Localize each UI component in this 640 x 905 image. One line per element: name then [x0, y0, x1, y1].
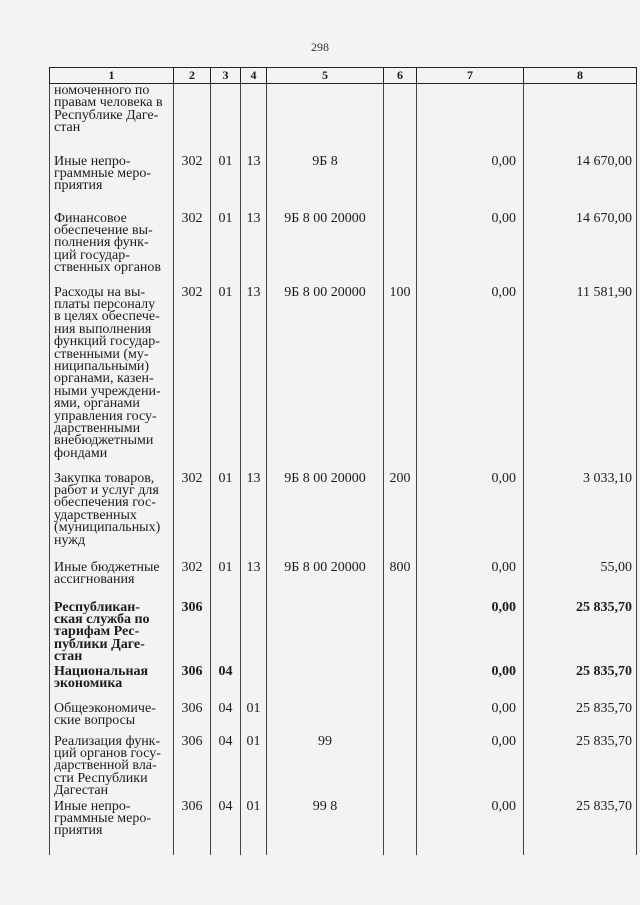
row-name-cell: Закупка товаров, работ и услуг для обеспечения гос- ударственных (муниципальных) нужд	[50, 472, 174, 561]
row-article-cell: 99	[267, 735, 384, 800]
row-subsection-cell: 13	[241, 286, 267, 472]
row-amount-b-cell: 25 835,70	[524, 665, 637, 702]
column-header: 4	[241, 68, 267, 84]
row-subsection-cell: 13	[241, 472, 267, 561]
row-amount-b-cell: 14 670,00	[524, 212, 637, 286]
row-article-cell: 9Б 8 00 20000	[267, 212, 384, 286]
table-row	[50, 155, 637, 212]
row-expense-type-cell	[384, 84, 417, 155]
row-amount-a-cell: 0,00	[417, 665, 524, 702]
column-header: 5	[267, 68, 384, 84]
column-header: 1	[50, 68, 174, 84]
row-name-cell: Иные бюджетные ассигнования	[50, 561, 174, 601]
row-amount-b-cell: 14 670,00	[524, 155, 637, 212]
row-name-cell: Иные непро- граммные меро- приятия	[50, 155, 174, 212]
row-code-cell: 306	[174, 702, 211, 735]
row-code-cell	[174, 84, 211, 155]
row-article-cell	[267, 84, 384, 155]
row-amount-b-cell: 25 835,70	[524, 702, 637, 735]
row-amount-b-cell: 3 033,10	[524, 472, 637, 561]
column-header: 7	[417, 68, 524, 84]
table-row	[50, 84, 637, 155]
row-code-cell: 306	[174, 800, 211, 855]
row-section-cell	[211, 84, 241, 155]
row-name-cell: номоченного по правам человека в Республике Даге- стан	[50, 84, 174, 155]
row-amount-b-cell: 25 835,70	[524, 601, 637, 665]
row-expense-type-cell	[384, 702, 417, 735]
row-subsection-cell: 01	[241, 800, 267, 855]
row-amount-b-cell: 55,00	[524, 561, 637, 601]
row-section-cell	[211, 601, 241, 665]
row-name-cell: Общеэкономиче- ские вопросы	[50, 702, 174, 735]
row-amount-a-cell: 0,00	[417, 800, 524, 855]
row-section-cell: 04	[211, 800, 241, 855]
row-name-cell: Республикан- ская служба по тарифам Рес- публики Даге- стан	[50, 601, 174, 665]
row-amount-b-cell: 25 835,70	[524, 800, 637, 855]
row-section-cell: 04	[211, 735, 241, 800]
table-row	[50, 472, 637, 561]
row-amount-a-cell: 0,00	[417, 286, 524, 472]
row-section-cell: 01	[211, 286, 241, 472]
row-article-cell: 9Б 8 00 20000	[267, 561, 384, 601]
row-section-cell: 04	[211, 702, 241, 735]
row-section-cell: 04	[211, 665, 241, 702]
row-subsection-cell	[241, 601, 267, 665]
row-section-cell: 01	[211, 155, 241, 212]
table-row	[50, 735, 637, 800]
budget-table	[49, 67, 637, 855]
row-subsection-cell	[241, 665, 267, 702]
row-amount-a-cell: 0,00	[417, 212, 524, 286]
table-row	[50, 212, 637, 286]
table-row	[50, 286, 637, 472]
row-expense-type-cell	[384, 800, 417, 855]
table-row	[50, 800, 637, 855]
row-code-cell: 302	[174, 155, 211, 212]
row-expense-type-cell	[384, 155, 417, 212]
row-amount-b-cell	[524, 84, 637, 155]
row-subsection-cell: 13	[241, 155, 267, 212]
row-amount-a-cell: 0,00	[417, 702, 524, 735]
row-name-cell: Национальная экономика	[50, 665, 174, 702]
row-expense-type-cell	[384, 665, 417, 702]
table-row	[50, 702, 637, 735]
row-article-cell: 9Б 8 00 20000	[267, 286, 384, 472]
row-article-cell: 9Б 8	[267, 155, 384, 212]
row-code-cell: 302	[174, 212, 211, 286]
row-name-cell: Иные непро- граммные меро- приятия	[50, 800, 174, 855]
row-code-cell: 306	[174, 735, 211, 800]
row-amount-b-cell: 11 581,90	[524, 286, 637, 472]
row-amount-a-cell: 0,00	[417, 155, 524, 212]
table-row	[50, 601, 637, 665]
row-subsection-cell: 13	[241, 212, 267, 286]
row-section-cell: 01	[211, 561, 241, 601]
row-expense-type-cell: 100	[384, 286, 417, 472]
row-section-cell: 01	[211, 472, 241, 561]
row-amount-a-cell: 0,00	[417, 472, 524, 561]
page-number: 298	[311, 40, 329, 54]
row-article-cell	[267, 601, 384, 665]
row-subsection-cell: 13	[241, 561, 267, 601]
row-article-cell	[267, 702, 384, 735]
row-section-cell: 01	[211, 212, 241, 286]
row-article-cell	[267, 665, 384, 702]
row-code-cell: 306	[174, 601, 211, 665]
row-article-cell: 9Б 8 00 20000	[267, 472, 384, 561]
row-expense-type-cell: 800	[384, 561, 417, 601]
header-row	[50, 68, 637, 84]
row-amount-a-cell: 0,00	[417, 601, 524, 665]
row-subsection-cell: 01	[241, 702, 267, 735]
row-expense-type-cell	[384, 212, 417, 286]
column-header: 6	[384, 68, 417, 84]
row-code-cell: 302	[174, 286, 211, 472]
row-amount-a-cell: 0,00	[417, 561, 524, 601]
row-amount-a-cell	[417, 84, 524, 155]
table-row	[50, 665, 637, 702]
row-name-cell: Расходы на вы- платы персоналу в целях обеспече- ния выполнения функций государ- ственными (му- ниципальными) органами, казен- ными учреждени- ями, органами управления госу- дарственными внебюджетными фондами	[50, 286, 174, 472]
row-name-cell: Реализация функ- ций органов госу- дарственной вла- сти Республики Дагестан	[50, 735, 174, 800]
row-expense-type-cell	[384, 601, 417, 665]
table-row	[50, 561, 637, 601]
row-code-cell: 302	[174, 561, 211, 601]
row-expense-type-cell	[384, 735, 417, 800]
row-amount-b-cell: 25 835,70	[524, 735, 637, 800]
row-amount-a-cell: 0,00	[417, 735, 524, 800]
column-header: 8	[524, 68, 637, 84]
row-subsection-cell	[241, 84, 267, 155]
row-subsection-cell: 01	[241, 735, 267, 800]
row-name-cell: Финансовое обеспечение вы- полнения функ- ций государ- ственных органов	[50, 212, 174, 286]
column-header: 2	[174, 68, 211, 84]
row-expense-type-cell: 200	[384, 472, 417, 561]
row-article-cell: 99 8	[267, 800, 384, 855]
row-code-cell: 306	[174, 665, 211, 702]
row-code-cell: 302	[174, 472, 211, 561]
column-header: 3	[211, 68, 241, 84]
